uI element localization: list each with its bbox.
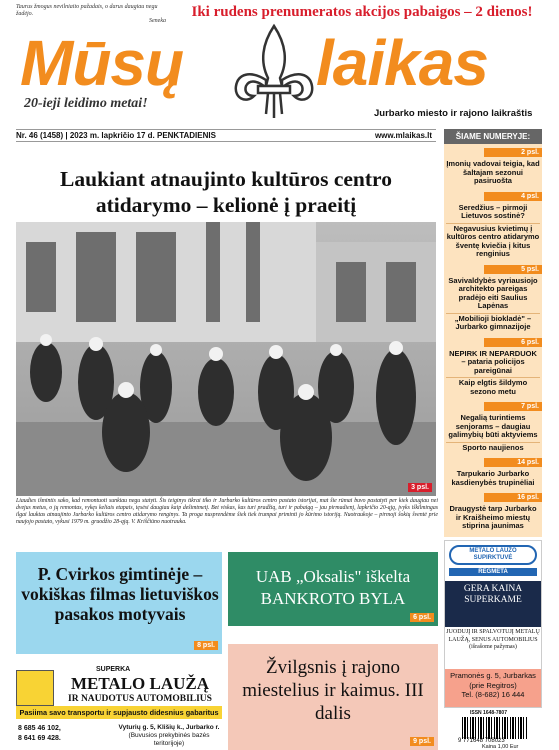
regmeta-buy — [445, 629, 541, 652]
barcode-block — [444, 710, 542, 750]
barcode-number: 9 771648 708023 — [458, 738, 505, 744]
sidebar-page-tag: 7 psl. — [484, 402, 542, 411]
teaser-zvilgsnis-page: 9 psl. — [410, 737, 434, 746]
sidebar-page-tag: 16 psl. — [484, 493, 542, 502]
sidebar-page-tag: 6 psl. — [484, 338, 542, 347]
issue-info-bar — [16, 129, 436, 142]
teaser-oksalis-title: UAB „Oksalis" iškelta BANKROTO BYLA — [255, 567, 411, 608]
teaser-cvirka[interactable] — [16, 552, 222, 654]
sidebar-item[interactable]: Savivaldybės vyriausiojo architekto pareigas pradėjo eiti Saulius Lapėnas — [448, 275, 538, 310]
issn-label: ISSN 1648-7807 — [470, 710, 507, 716]
price-label: Kaina 1,00 Eur — [482, 744, 519, 750]
sidebar-item[interactable]: Kaip elgtis šildymo sezono metu — [446, 377, 540, 398]
regmeta-phone[interactable]: Tel. (8-682) 16 444 — [461, 690, 525, 699]
sidebar-title: ŠIAME NUMERYJE: — [444, 129, 542, 144]
masthead-word-left: Mūsų — [20, 27, 184, 99]
regmeta-buy-text: JUODUJĮ IR SPALVOTUJĮ METALŲ LAUŽĄ, SENUS AUTOMOBILIUS — [446, 629, 540, 643]
teaser-oksalis-page: 6 psl. — [410, 613, 434, 622]
masthead-word-right: laikas — [316, 27, 488, 99]
masthead-tagline: 20-ieji leidimo metai! — [24, 96, 148, 111]
teaser-zvilgsnis-title: Žvilgsnis į rajono miestelius ir kaimus. III dalis — [242, 657, 424, 724]
regmeta-logo-icon: METALO LAUŽO SUPIRKTUVĖ — [449, 545, 537, 565]
ad-metal-scrap[interactable] — [16, 664, 222, 750]
barcode-icon — [462, 717, 528, 739]
website-link[interactable]: www.mlaikas.lt — [374, 131, 432, 140]
photo-caption: Liaudies išmintis sako, kad remontuoti sunkiau negu statyti. Šis teiginys tikrai tiko ir Jurbarko kultūros centro pastato istorijai, mat šie rūmai buvo pastatyti per kiek daugiau nei dvejus metus, o jų remontas, vykęs keliais etapais, tęsėsi daugiau kaip dešimtmetį. Bet viskas, kas turi pradžią, turi ir pabaigą – jau pirmadienį, lapkričio 20-ąją, įvyks iškilmingas ilgai lauktas atnaujinto Jurbarko kultūros centro atidarymo renginys. Ta proga nusprendėme šiek tiek trumpai priminti jo kūrimo istoriją. Nuotraukoje – pirmoji šokių šventė prie naujojo pastato, vykusi 1979 m. gruodžio 28-ąją. V. Kriščiūno nuotrauka. — [16, 498, 438, 525]
promo-banner: Iki rudens prenumeratos akcijos pabaigos – 2 dienos! — [191, 4, 533, 20]
ad-metal-phone-1[interactable]: 8 685 46 102, — [18, 725, 61, 732]
teaser-oksalis[interactable] — [228, 552, 438, 626]
dancers-photo — [16, 222, 436, 496]
ad-regmeta[interactable] — [444, 540, 542, 708]
teaser-cvirka-title: P. Cvirkos gimtinėje – vokiškas filmas lietuviškos pasakos motyvais — [21, 564, 219, 624]
ad-metal-phones — [18, 724, 61, 744]
quote-author: Seneka — [149, 18, 166, 24]
sidebar-page-tag: 14 psl. — [484, 458, 542, 467]
ad-metal-sup: SUPERKA — [96, 666, 131, 673]
sidebar-item[interactable]: „Mobilioji biokladė" – Jurbarko gimnazijoje — [446, 313, 540, 334]
sidebar-item[interactable]: Įmonių vadovai teigia, kad šaltajam sezonui pasiruošta — [446, 159, 540, 185]
main-headline[interactable]: Laukiant atnaujinto kultūros centro atidarymo – kelionė į praeitį — [60, 167, 392, 217]
ad-metal-service: Pasiima savo transportu ir supjausto didesnius gabaritus — [16, 706, 222, 719]
teaser-cvirka-page: 8 psl. — [194, 641, 218, 650]
ad-metal-street: Vyturių g. 5, Klišių k., Jurbarko r. — [118, 724, 220, 731]
ad-metal-subtitle: IR NAUDOTUS AUTOMOBILIUS — [68, 694, 212, 704]
regmeta-buy-note: (išrašome pažymas) — [469, 644, 517, 650]
masthead — [0, 20, 559, 128]
contents-sidebar — [444, 129, 542, 537]
teaser-zvilgsnis[interactable] — [228, 644, 438, 750]
fleur-de-lis-icon — [228, 22, 320, 122]
sidebar-item[interactable]: Negalią turintiems senjorams – daugiau galimybių būti aktyviems — [448, 413, 538, 439]
sidebar-item[interactable]: Tarpukario Jurbarko kasdienybės trupinėliai — [451, 469, 535, 487]
quote-text: Taurus žmogus nevilniaito pažadais, o darus daugiau negu žadėjo. — [16, 4, 158, 17]
regmeta-brand: REGMETA — [449, 568, 537, 576]
ad-metal-phone-2[interactable]: 8 641 69 428. — [18, 735, 61, 742]
truck-logo-icon — [16, 670, 54, 706]
photo-page-tag: 3 psl. — [408, 483, 432, 492]
masthead-subtitle: Jurbarko miesto ir rajono laikraštis — [374, 108, 533, 119]
ad-metal-title: METALO LAUŽĄ — [70, 674, 210, 693]
regmeta-address: Pramonės g. 5, Jurbarkas (prie Regitros) — [450, 671, 536, 690]
ad-metal-address — [116, 724, 222, 748]
sidebar-item[interactable]: NEPIRK IR NEPARDUOK – pataria policijos pareigūnai — [449, 348, 537, 375]
regmeta-slogan: GERA KAINA SUPERKAME — [445, 581, 541, 627]
issue-number-date: Nr. 46 (1458) | 2023 m. lapkričio 17 d. PENKTADIENIS — [16, 131, 216, 140]
sidebar-page-tag: 4 psl. — [484, 192, 542, 201]
regmeta-contact — [445, 669, 541, 707]
ad-metal-address-note: (Buvusios prekybinės bazės teritorijoje) — [128, 732, 210, 747]
sidebar-item[interactable]: Seredžius – pirmoji Lietuvos sostinė? — [458, 202, 528, 220]
sidebar-page-tag: 5 psl. — [484, 265, 542, 274]
sidebar-page-tag: 2 psl. — [484, 148, 542, 157]
sidebar-item[interactable]: Negavusius kvietimų į kultūros centro atidarymo šventę kviečia į kitus renginius — [446, 223, 540, 261]
main-photo — [16, 222, 436, 496]
sidebar-item[interactable]: Sporto naujienos — [446, 442, 540, 455]
sidebar-item[interactable]: Draugystė tarp Jurbarko ir Kraišheimo miestų stiprina jaunimas — [449, 504, 537, 530]
